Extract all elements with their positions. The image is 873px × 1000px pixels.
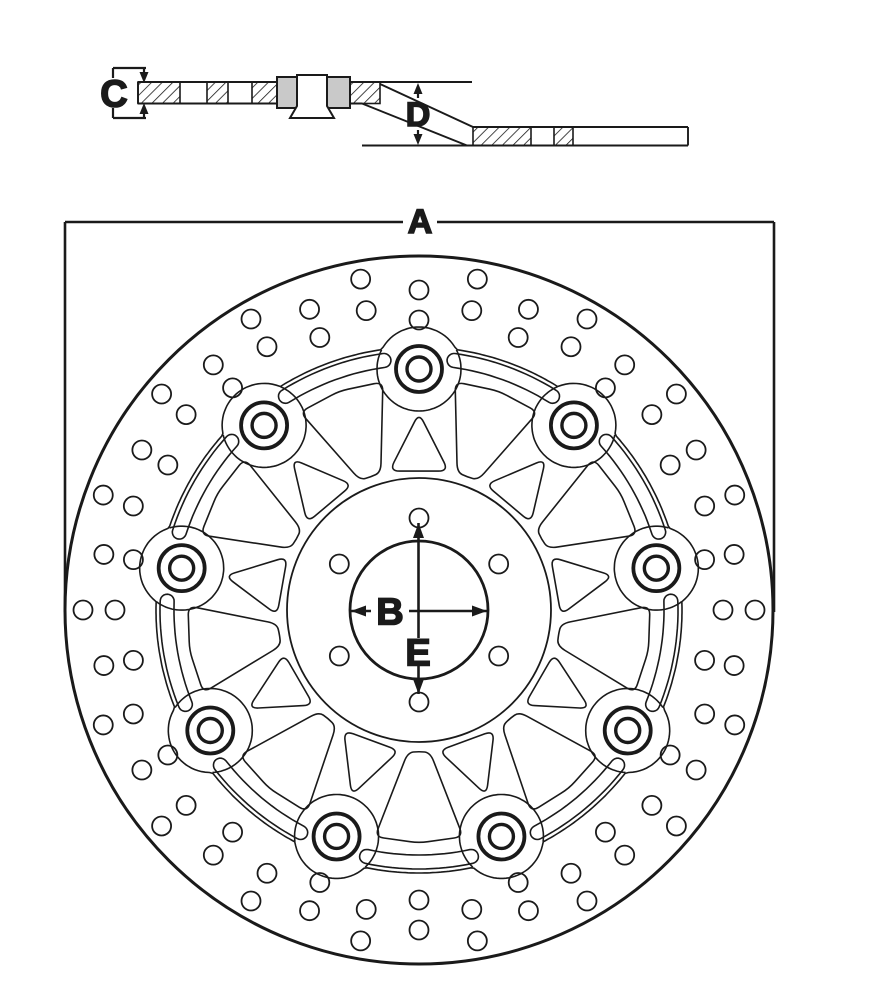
label-dimension-d: D [405, 96, 431, 135]
label-dimension-c: C [100, 73, 128, 116]
label-dimension-a: A [407, 203, 433, 242]
label-dimension-b: B [376, 591, 404, 634]
label-dimension-e: E [405, 632, 431, 675]
